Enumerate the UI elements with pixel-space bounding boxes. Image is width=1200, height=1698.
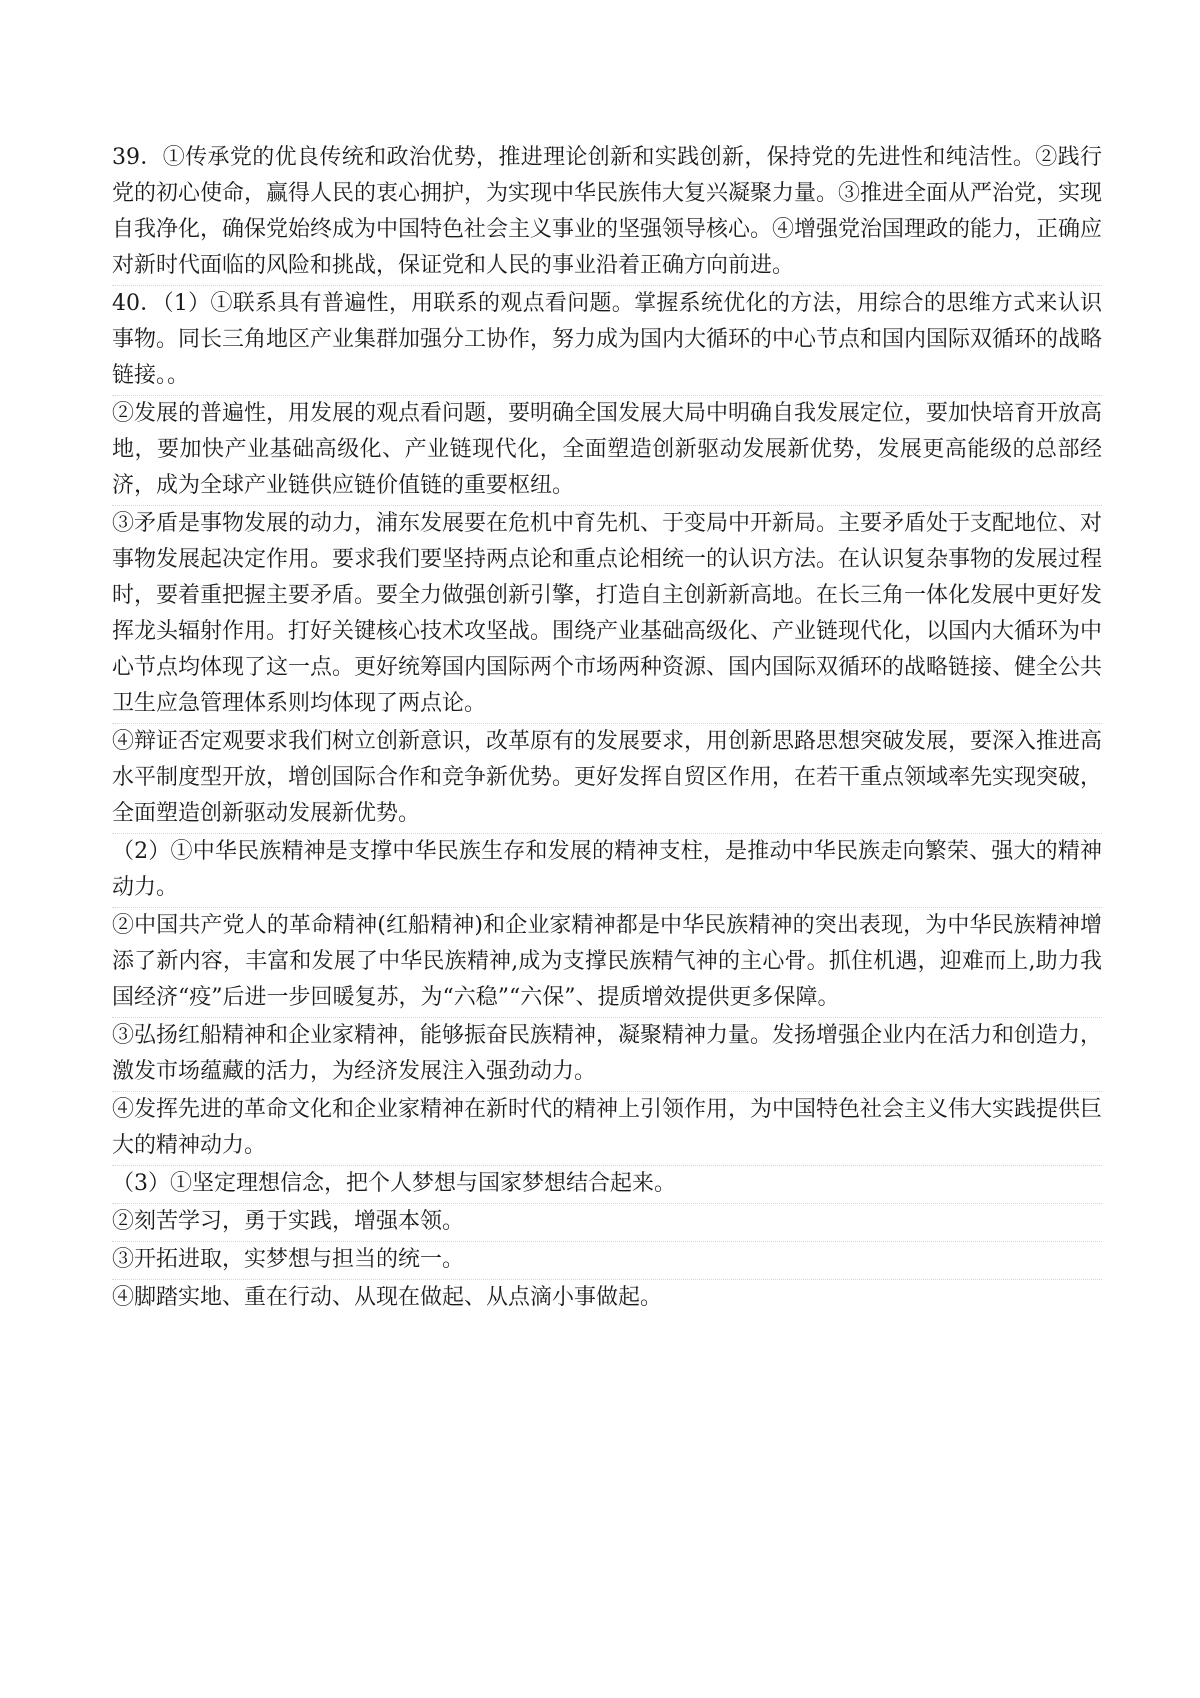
answer-40-3-point-1: （3）①坚定理想信念，把个人梦想与国家梦想结合起来。 [112,1166,1102,1204]
answer-40-1-point-4: ④辩证否定观要求我们树立创新意识，改革原有的发展要求，用创新思路思想突破发展，要深入推进高水平制度型开放，增创国际合作和竞争新优势。更好发挥自贸区作用，在若干重点领域率先实现突破，全面塑造创新驱动发展新优势。 [112,724,1102,834]
answer-40-1-point-1: 40．（1）①联系具有普遍性，用联系的观点看问题。掌握系统优化的方法，用综合的思维方式来认识事物。同长三角地区产业集群加强分工协作，努力成为国内大循环的中心节点和国内国际双循环的战略链接。。 [112,286,1102,396]
answer-40-3-point-3: ③开拓进取，实梦想与担当的统一。 [112,1242,1102,1280]
answer-40-2-point-3: ③弘扬红船精神和企业家精神，能够振奋民族精神，凝聚精神力量。发扬增强企业内在活力和创造力，激发市场蕴藏的活力，为经济发展注入强劲动力。 [112,1018,1102,1092]
answer-40-1-point-3: ③矛盾是事物发展的动力，浦东发展要在危机中育先机、于变局中开新局。主要矛盾处于支配地位、对事物发展起决定作用。要求我们要坚持两点论和重点论相统一的认识方法。在认识复杂事物的发展过程时，要着重把握主要矛盾。要全力做强创新引擎，打造自主创新新高地。在长三角一体化发展中更好发挥龙头辐射作用。打好关键核心技术攻坚战。围绕产业基础高级化、产业链现代化，以国内大循环为中心节点均体现了这一点。更好统筹国内国际两个市场两种资源、国内国际双循环的战略链接、健全公共卫生应急管理体系则均体现了两点论。 [112,506,1102,724]
answer-40-2-point-1: （2）①中华民族精神是支撑中华民族生存和发展的精神支柱，是推动中华民族走向繁荣、强大的精神动力。 [112,834,1102,908]
answer-40-2-point-4: ④发挥先进的革命文化和企业家精神在新时代的精神上引领作用，为中国特色社会主义伟大实践提供巨大的精神动力。 [112,1092,1102,1166]
answer-document [112,140,1102,1317]
answer-40-2-point-2: ②中国共产党人的革命精神(红船精神)和企业家精神都是中华民族精神的突出表现，为中华民族精神增添了新内容，丰富和发展了中华民族精神,成为支撑民族精气神的主心骨。抓住机遇，迎难而上,助力我国经济“疫”后进一步回暖复苏，为“六稳”“六保”、提质增效提供更多保障。 [112,908,1102,1018]
answer-40-3-point-2: ②刻苦学习，勇于实践，增强本领。 [112,1204,1102,1242]
answer-40-3-point-4: ④脚踏实地、重在行动、从现在做起、从点滴小事做起。 [112,1285,663,1310]
answer-39: 39．①传承党的优良传统和政治优势，推进理论创新和实践创新，保持党的先进性和纯洁性。②践行党的初心使命，赢得人民的衷心拥护，为实现中华民族伟大复兴凝聚力量。③推进全面从严治党，实现自我净化，确保党始终成为中国特色社会主义事业的坚强领导核心。④增强党治国理政的能力，正确应对新时代面临的风险和挑战，保证党和人民的事业沿着正确方向前进。 [112,140,1102,286]
answer-40-1-point-2: ②发展的普遍性，用发展的观点看问题，要明确全国发展大局中明确自我发展定位，要加快培育开放高地，要加快产业基础高级化、产业链现代化，全面塑造创新驱动发展新优势，发展更高能级的总部经济，成为全球产业链供应链价值链的重要枢纽。 [112,396,1102,506]
